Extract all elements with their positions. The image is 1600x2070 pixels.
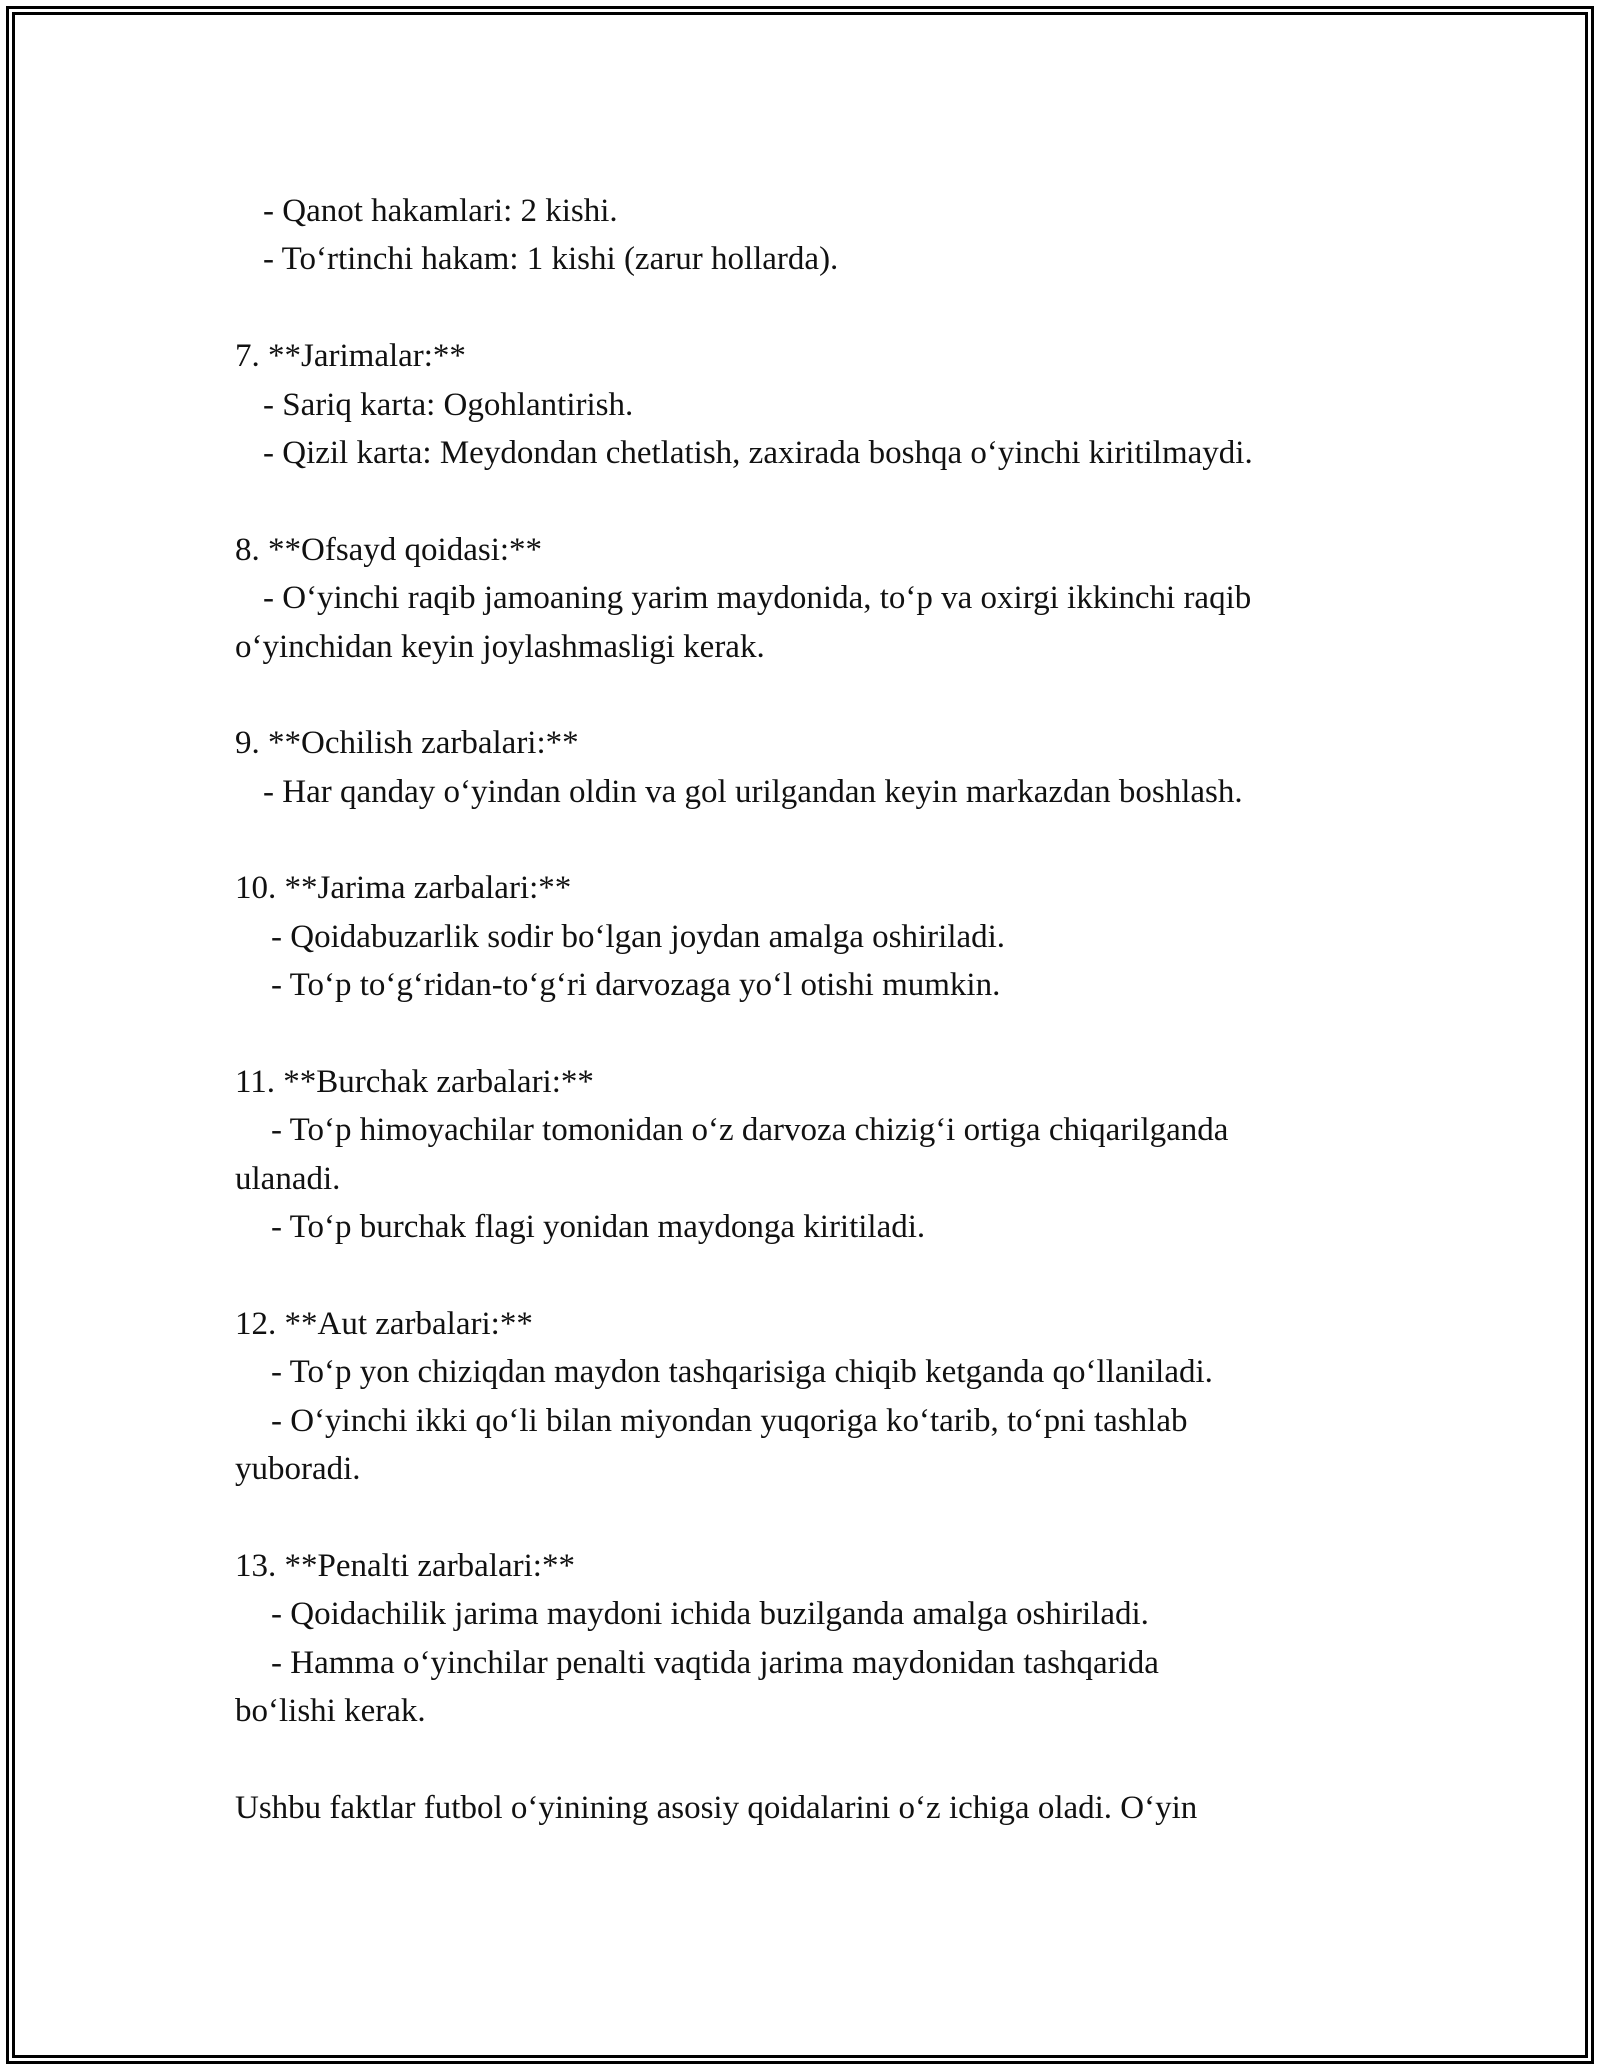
blank-line: [235, 1010, 1375, 1058]
text-line: - To‘p himoyachilar tomonidan o‘z darvoza chizig‘i ortiga chiqarilganda: [271, 1112, 1229, 1149]
text-line: 8. **Ofsayd qoidasi:**: [235, 531, 543, 568]
text-line: - Har qanday o‘yindan oldin va gol urilgandan keyin markazdan boshlash.: [263, 773, 1243, 810]
text-line: 13. **Penalti zarbalari:**: [235, 1547, 575, 1584]
blank-line: [235, 1736, 1375, 1784]
text-line: - To‘p to‘g‘ridan-to‘g‘ri darvozaga yo‘l otishi mumkin.: [271, 967, 1001, 1004]
blank-line: [235, 816, 1375, 864]
blank-line: [235, 1252, 1375, 1300]
document-body: [235, 187, 1375, 1832]
text-line: 11. **Burchak zarbalari:**: [235, 1064, 594, 1101]
text-line: - O‘yinchi raqib jamoaning yarim maydonida, to‘p va oxirgi ikkinchi raqib: [263, 580, 1252, 617]
text-line: 10. **Jarima zarbalari:**: [235, 870, 572, 907]
text-line: - Qoidabuzarlik sodir bo‘lgan joydan amalga oshiriladi.: [271, 918, 1006, 955]
text-line: - To‘rtinchi hakam: 1 kishi (zarur hollarda).: [263, 241, 839, 278]
text-line: 9. **Ochilish zarbalari:**: [235, 725, 579, 762]
blank-line: [235, 477, 1375, 525]
text-line: 12. **Aut zarbalari:**: [235, 1305, 533, 1342]
text-line: ulanadi.: [235, 1160, 341, 1197]
text-line: - Qoidachilik jarima maydoni ichida buzilganda amalga oshiriladi.: [271, 1596, 1149, 1633]
blank-line: [235, 1494, 1375, 1542]
text-line: o‘yinchidan keyin joylashmasligi kerak.: [235, 628, 765, 665]
text-line: - O‘yinchi ikki qo‘li bilan miyondan yuqoriga ko‘tarib, to‘pni tashlab: [271, 1402, 1188, 1439]
blank-line: [235, 284, 1375, 332]
text-line: Ushbu faktlar futbol o‘yinining asosiy qoidalarini o‘z ichiga oladi. O‘yin: [235, 1789, 1198, 1826]
blank-line: [235, 671, 1375, 719]
text-line: - To‘p burchak flagi yonidan maydonga kiritiladi.: [271, 1209, 926, 1246]
text-line: - Qanot hakamlari: 2 kishi.: [263, 193, 618, 229]
text-line: yuboradi.: [235, 1451, 361, 1488]
text-line: - Sariq karta: Ogohlantirish.: [263, 386, 634, 423]
text-line: - To‘p yon chiziqdan maydon tashqarisiga chiqib ketganda qo‘llaniladi.: [271, 1354, 1213, 1391]
text-line: - Hamma o‘yinchilar penalti vaqtida jarima maydonidan tashqarida: [271, 1644, 1159, 1681]
text-line: 7. **Jarimalar:**: [235, 338, 466, 375]
text-line: bo‘lishi kerak.: [235, 1693, 426, 1730]
text-line: - Qizil karta: Meydondan chetlatish, zaxirada boshqa o‘yinchi kiritilmaydi.: [263, 434, 1253, 471]
